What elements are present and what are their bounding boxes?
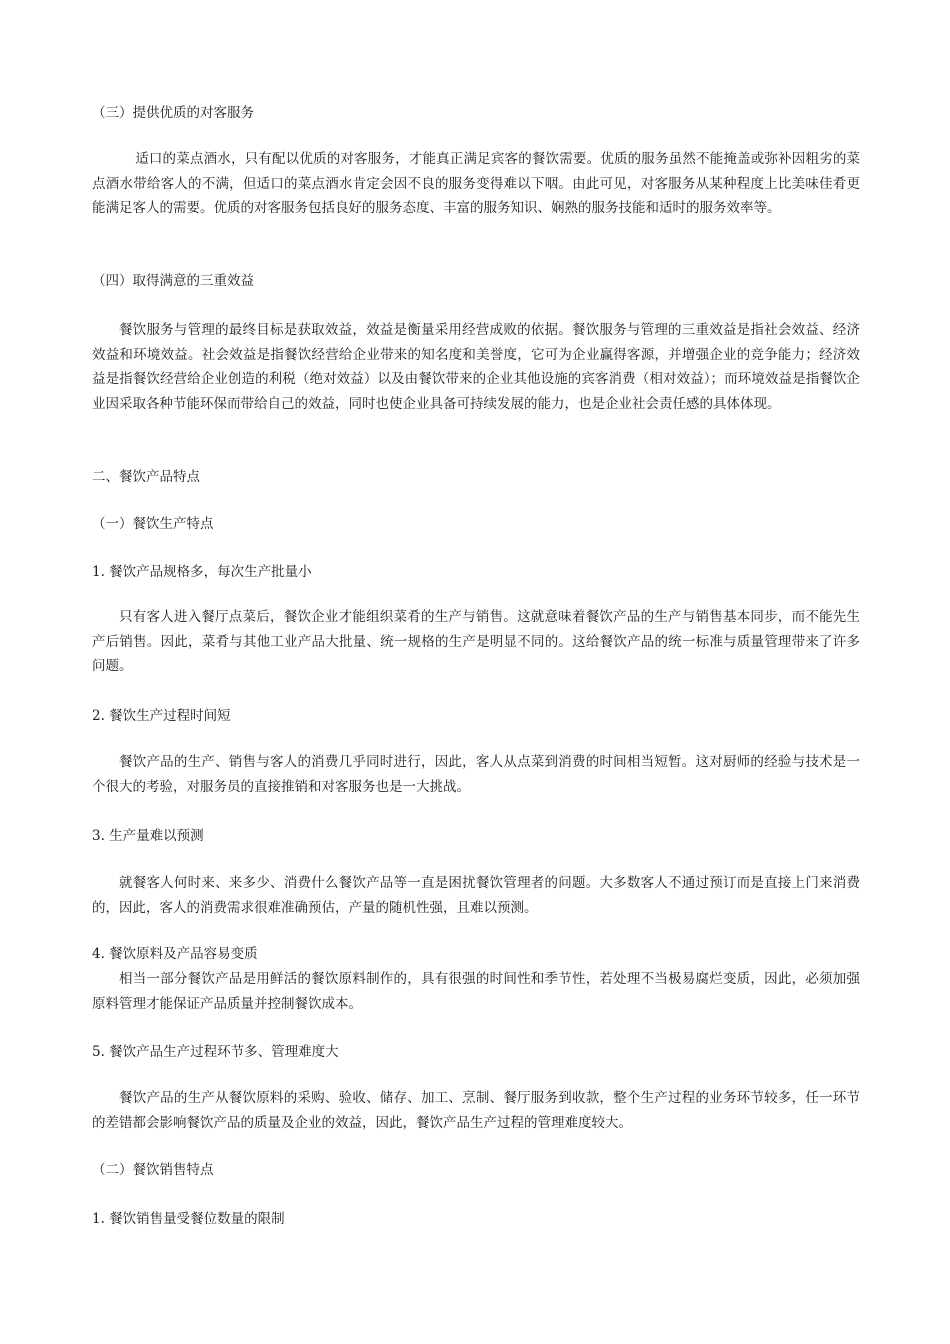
item-3-body: 就餐客人何时来、来多少、消费什么餐饮产品等一直是困扰餐饮管理者的问题。大多数客人不通过预订而是直接上门来消费的，因此，客人的消费需求很难准确预估，产量的随机性强，且难以预测。 [92,875,860,916]
heading-production-features: （一）餐饮生产特点 [92,516,214,532]
item-5-title: 5. 餐饮产品生产过程环节多、管理难度大 [92,1044,339,1060]
item-4-title: 4. 餐饮原料及产品容易变质 [92,946,258,962]
heading-provide-quality-service: （三）提供优质的对客服务 [92,105,254,121]
heading-product-features: 二、餐饮产品特点 [92,469,200,485]
item-5-body: 餐饮产品的生产从餐饮原料的采购、验收、储存、加工、烹制、餐厅服务到收款，整个生产过程的业务环节较多，任一环节的差错都会影响餐饮产品的质量及企业的效益，因此，餐饮产品生产过程的管理难度较大。 [92,1090,860,1131]
item-1-title: 1. 餐饮产品规格多，每次生产批量小 [92,564,312,580]
heading-sales-features: （二）餐饮销售特点 [92,1162,214,1178]
paragraph-triple-benefits: 餐饮服务与管理的最终目标是获取效益，效益是衡量采用经营成败的依据。餐饮服务与管理的三重效益是指社会效益、经济效益和环境效益。社会效益是指餐饮经营给企业带来的知名度和美誉度，它可为企业赢得客源，并增强企业的竞争能力；经济效益是指餐饮经营给企业创造的利税（绝对效益）以及由餐饮带来的企业其他设施的宾客消费（相对效益）；而环境效益是指餐饮企业因采取各种节能环保而带给自己的效益，同时也使企业具备可持续发展的能力，也是企业社会责任感的具体体现。 [92,322,860,412]
item-4-body: 相当一部分餐饮产品是用鲜活的餐饮原料制作的，具有很强的时间性和季节性，若处理不当极易腐烂变质，因此，必须加强原料管理才能保证产品质量并控制餐饮成本。 [92,971,860,1012]
item-2-body: 餐饮产品的生产、销售与客人的消费几乎同时进行，因此，客人从点菜到消费的时间相当短暂。这对厨师的经验与技术是一个很大的考验，对服务员的直接推销和对客服务也是一大挑战。 [92,754,860,795]
heading-triple-benefits: （四）取得满意的三重效益 [92,273,254,289]
paragraph-quality-service: 适口的菜点酒水，只有配以优质的对客服务，才能真正满足宾客的餐饮需要。优质的服务虽然不能掩盖或弥补因粗劣的菜点酒水带给客人的不满，但适口的菜点酒水肯定会因不良的服务变得难以下咽。由此可见，对客服务从某种程度上比美味佳肴更能满足客人的需要。优质的对客服务包括良好的服务态度、丰富的服务知识、娴熟的服务技能和适时的服务效率等。 [92,151,860,216]
sales-item-1-title: 1. 餐饮销售量受餐位数量的限制 [92,1211,285,1227]
item-3-title: 3. 生产量难以预测 [92,828,204,844]
item-2-title: 2. 餐饮生产过程时间短 [92,708,231,724]
item-1-body: 只有客人进入餐厅点菜后，餐饮企业才能组织菜肴的生产与销售。这就意味着餐饮产品的生产与销售基本同步，而不能先生产后销售。因此，菜肴与其他工业产品大批量、统一规格的生产是明显不同的。这给餐饮产品的统一标准与质量管理带来了许多问题。 [92,609,860,674]
